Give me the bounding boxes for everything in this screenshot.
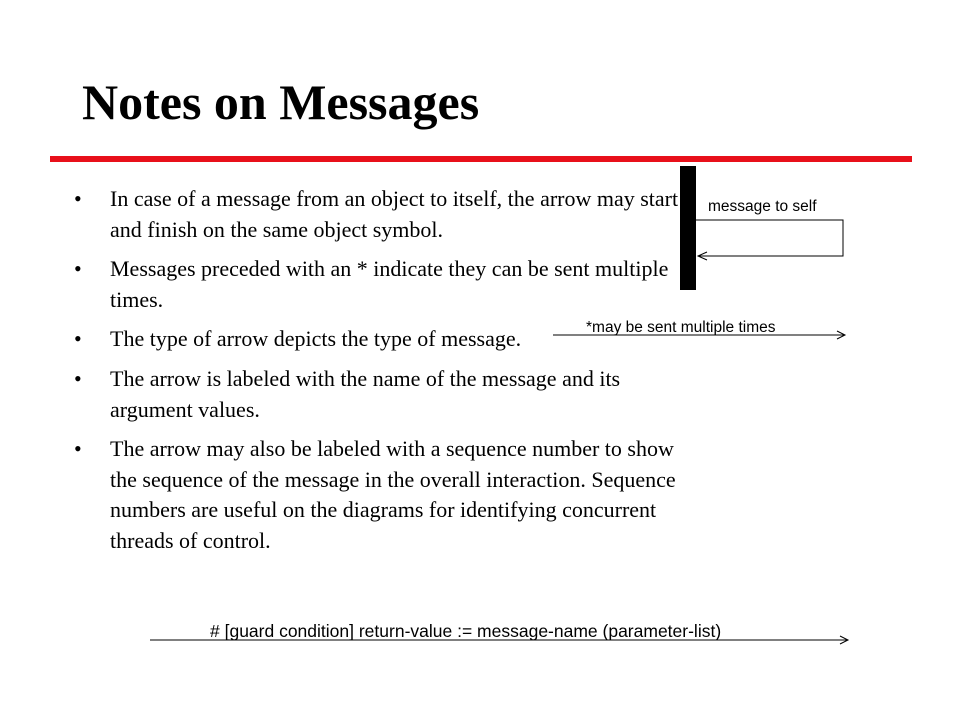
self-message-label: message to self bbox=[708, 198, 817, 215]
message-syntax-label: # [guard condition] return-value := message-name (parameter-list) bbox=[210, 621, 722, 641]
bullet-icon: • bbox=[74, 256, 82, 282]
self-message-loop bbox=[696, 220, 843, 256]
bullet-text: In case of a message from an object to itself, the arrow may start and finish on the same object symbol. bbox=[110, 186, 679, 242]
bullet-icon: • bbox=[74, 365, 82, 391]
bullet-text: Messages preceded with an * indicate they can be sent multiple times. bbox=[110, 256, 669, 312]
multiple-message-label: *may be sent multiple times bbox=[586, 319, 776, 336]
bullet-icon: • bbox=[74, 326, 82, 352]
bullet-icon: • bbox=[74, 436, 82, 462]
lifeline-activation bbox=[680, 166, 696, 290]
bullet-text: The arrow is labeled with the name of the message and its argument values. bbox=[110, 365, 621, 422]
slide-title: Notes on Messages bbox=[82, 74, 480, 130]
bullet-icon: • bbox=[74, 186, 82, 211]
bullet-text: The arrow may also be labeled with a sequence number to show the sequence of the message in the overall interaction. Sequence numbers are useful on the diagrams for identifying concurrent threads of control. bbox=[110, 436, 676, 553]
bullet-text: The type of arrow depicts the type of message. bbox=[110, 326, 522, 352]
